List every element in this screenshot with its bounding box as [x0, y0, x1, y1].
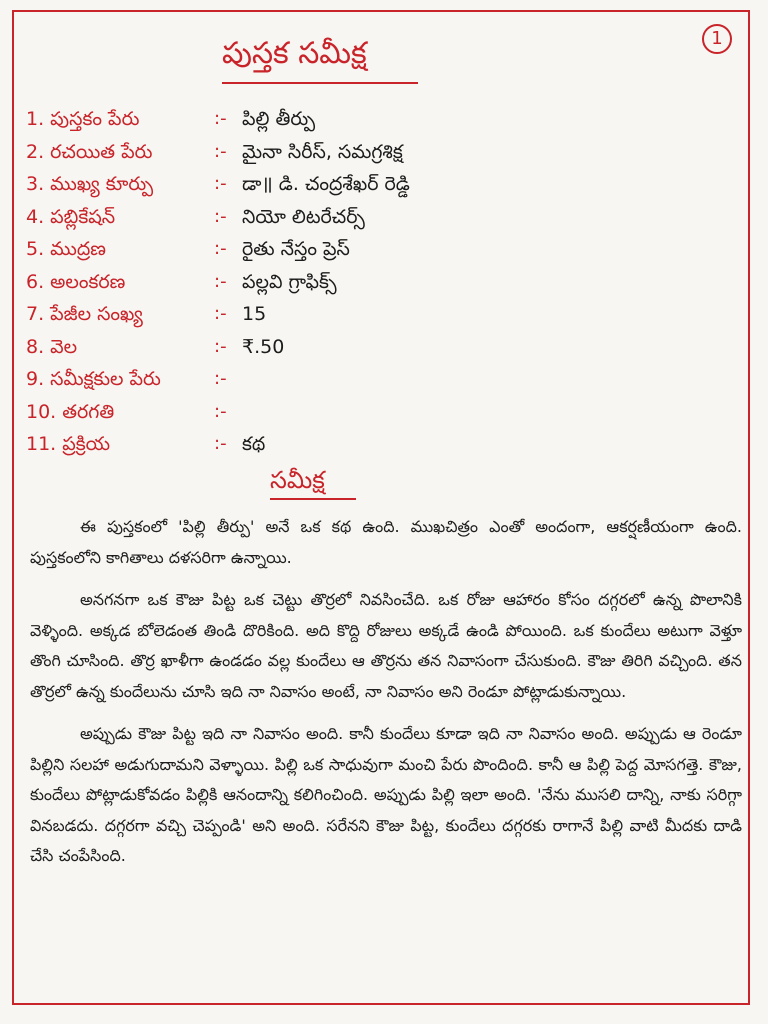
detail-separator: :-	[214, 270, 227, 292]
detail-separator: :-	[214, 238, 227, 259]
review-paragraph: అనగనగా ఒక కౌజు పిట్ట ఒక చెట్టు తొర్రలో నివసించేది. ఒక రోజు ఆహారం కోసం దగ్గరలో ఉన్న పొలానికి వెళ్ళింది. అక్కడ బోలెడంత తిండి దొరికింది. అది కొద్ది రోజులు అక్కడే ఉండి పోయింది. ఒక కుందేలు అటుగా వెళ్తూ తొంగి చూసింది. తొర్ర ఖాళీగా ఉండడం వల్ల కుందేలు ఆ తొర్రను తన నివాసంగా చేసుకుంది. కౌజు తిరిగి వచ్చింది. తన తొర్రలో ఉన్న కుందేలును చూసి ఇది నా నివాసం అంటే, నా నివాసం అని రెండూ పోట్లాడుకున్నాయి.	[30, 590, 742, 701]
detail-separator: :-	[214, 140, 227, 162]
detail-label: 3. ముఖ్య కూర్పు	[26, 173, 154, 195]
detail-separator: :-	[214, 205, 227, 227]
detail-label: 1. పుస్తకం పేరు	[26, 108, 140, 130]
detail-value: 15	[242, 303, 267, 325]
detail-separator: :-	[214, 303, 227, 324]
detail-value: పిల్లి తీర్పు	[242, 108, 316, 130]
detail-value: రైతు నేస్తం ప్రెస్	[242, 238, 350, 260]
detail-label: 11. ప్రక్రియ	[26, 433, 111, 455]
page-number: 1	[702, 24, 732, 54]
detail-value: మైనా సిరీస్, సమగ్రశిక్ష	[242, 140, 403, 163]
detail-label: 5. ముద్రణ	[26, 238, 106, 260]
detail-separator: :-	[214, 173, 227, 194]
review-paragraph: ఈ పుస్తకంలో 'పిల్లి తీర్పు' అనే ఒక కథ ఉంది. ముఖచిత్రం ఎంతో అందంగా, ఆకర్షణీయంగా ఉంది. పుస్తకంలోని కాగితాలు దళసరిగా ఉన్నాయి.	[30, 517, 742, 567]
detail-value: డా॥ డి. చంద్రశేఖర్ రెడ్డి	[242, 173, 410, 195]
detail-separator: :-	[214, 108, 227, 129]
detail-label: 9. సమీక్షకుల పేరు	[26, 368, 161, 390]
detail-separator: :-	[214, 433, 227, 454]
detail-separator: :-	[214, 368, 227, 389]
review-body	[30, 512, 742, 872]
detail-value: నియో లిటరేచర్స్	[242, 205, 365, 228]
detail-separator: :-	[214, 400, 227, 422]
review-heading-underline	[270, 498, 356, 500]
review-paragraph: అప్పుడు కౌజు పిట్ట ఇది నా నివాసం అంది. కానీ కుందేలు కూడా ఇది నా నివాసం అంది. అప్పుడు ఆ రెండూ పిల్లిని సలహా అడుగుదామని వెళ్ళాయి. పిల్లి ఒక సాధువుగా మంచి పేరు పొందింది. కానీ ఆ పిల్లి పెద్ద మోసగత్తె. కౌజు, కుందేలు పోట్లాడుకోవడం పిల్లికి ఆనందాన్ని కలిగించింది. అప్పుడు పిల్లి ఇలా అంది. 'నేను ముసలి దాన్ని, నాకు సరిగ్గా వినబడదు. దగ్గరగా వచ్చి చెప్పండి' అని అంది. సరేనని కౌజు పిట్ట, కుందేలు దగ్గరకు రాగానే పిల్లి వాటి మీదకు దాడి చేసి చంపేసింది.	[30, 724, 742, 865]
detail-label: 2. రచయిత పేరు	[26, 140, 153, 163]
title-underline	[222, 82, 418, 84]
review-heading: సమీక్ష	[270, 466, 325, 494]
detail-value: ₹.50	[242, 335, 285, 358]
detail-separator: :-	[214, 335, 227, 357]
detail-value: పల్లవి గ్రాఫిక్స్	[242, 270, 337, 293]
detail-label: 6. అలంకరణ	[26, 270, 126, 293]
detail-label: 8. వెల	[26, 335, 78, 358]
detail-label: 4. పబ్లికేషన్	[26, 205, 116, 228]
detail-label: 7. పేజీల సంఖ్య	[26, 303, 143, 325]
detail-label: 10. తరగతి	[26, 400, 115, 423]
detail-value: కథ	[242, 433, 266, 455]
page-title: పుస్తక సమీక్ష	[222, 36, 367, 71]
